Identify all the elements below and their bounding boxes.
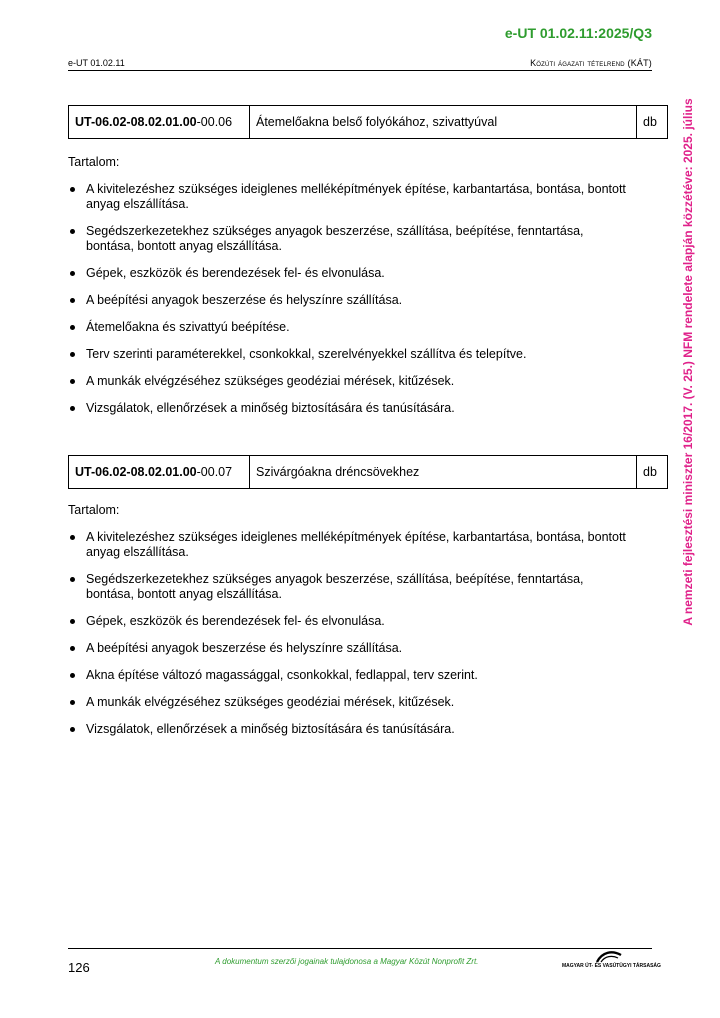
content-list (68, 530, 628, 749)
logo-text: MAGYAR ÚT- ÉS VASÚTÜGYI TÁRSASÁG (562, 963, 661, 969)
list-item: Gépek, eszközök és berendezések fel- és elvonulása. (68, 614, 628, 629)
table-row (69, 106, 668, 139)
item-code-suffix: -00.06 (196, 115, 233, 129)
header-right: Közúti ágazati tételrend (KÁT) (530, 58, 652, 68)
content-label: Tartalom: (68, 155, 120, 169)
content-label: Tartalom: (68, 503, 120, 517)
item-table (68, 105, 668, 139)
list-item: A beépítési anyagok beszerzése és helyszínre szállítása. (68, 641, 628, 656)
company-logo (562, 950, 661, 972)
list-item: A kivitelezéshez szükséges ideiglenes melléképítmények építése, karbantartása, bontása, bontott anyag elszállítása. (68, 182, 628, 212)
item-code-suffix: -00.07 (196, 465, 233, 479)
page-header (68, 58, 652, 71)
list-item: Segédszerkezetekhez szükséges anyagok beszerzése, szállítása, beépítése, fenntartása, bontása, bontott anyag elszállítása. (68, 572, 628, 602)
side-publication-note: A nemzeti fejlesztési miniszter 16/2017. (V. 25.) NFM rendelete alapján közzétéve: 2025. július (681, 98, 695, 626)
list-item: A munkák elvégzéséhez szükséges geodéziai mérések, kitűzések. (68, 695, 628, 710)
table-row (69, 456, 668, 489)
item-code-main: UT-06.02-08.02.01.00 (75, 115, 197, 129)
list-item: Gépek, eszközök és berendezések fel- és elvonulása. (68, 266, 628, 281)
header-left: e-UT 01.02.11 (68, 58, 125, 68)
list-item: A kivitelezéshez szükséges ideiglenes melléképítmények építése, karbantartása, bontása, bontott anyag elszállítása. (68, 530, 628, 560)
content-list (68, 182, 628, 428)
list-item: Segédszerkezetekhez szükséges anyagok beszerzése, szállítása, beépítése, fenntartása, bontása, bontott anyag elszállítása. (68, 224, 628, 254)
list-item: Akna építése változó magassággal, csonkokkal, fedlappal, terv szerint. (68, 668, 628, 683)
footer-divider (68, 948, 652, 949)
item-code (69, 456, 250, 489)
list-item: A beépítési anyagok beszerzése és helyszínre szállítása. (68, 293, 628, 308)
item-unit: db (637, 106, 668, 139)
list-item: Vizsgálatok, ellenőrzések a minőség biztosítására és tanúsítására. (68, 401, 628, 416)
page-number: 126 (68, 960, 90, 975)
mavut-logo-icon (596, 950, 622, 964)
item-unit: db (637, 456, 668, 489)
document-code: e-UT 01.02.11:2025/Q3 (504, 25, 652, 41)
list-item: Terv szerinti paraméterekkel, csonkokkal, szerelvényekkel szállítva és telepítve. (68, 347, 628, 362)
item-title: Szivárgóakna dréncsövekhez (250, 456, 637, 489)
list-item: A munkák elvégzéséhez szükséges geodéziai mérések, kitűzések. (68, 374, 628, 389)
copyright-note: A dokumentum szerzői jogainak tulajdonosa a Magyar Közút Nonprofit Zrt. (215, 957, 479, 966)
item-title: Átemelőakna belső folyókához, szivattyúval (250, 106, 637, 139)
list-item: Vizsgálatok, ellenőrzések a minőség biztosítására és tanúsítására. (68, 722, 628, 737)
list-item: Átemelőakna és szivattyú beépítése. (68, 320, 628, 335)
item-table (68, 455, 668, 489)
item-code (69, 106, 250, 139)
item-code-main: UT-06.02-08.02.01.00 (75, 465, 197, 479)
